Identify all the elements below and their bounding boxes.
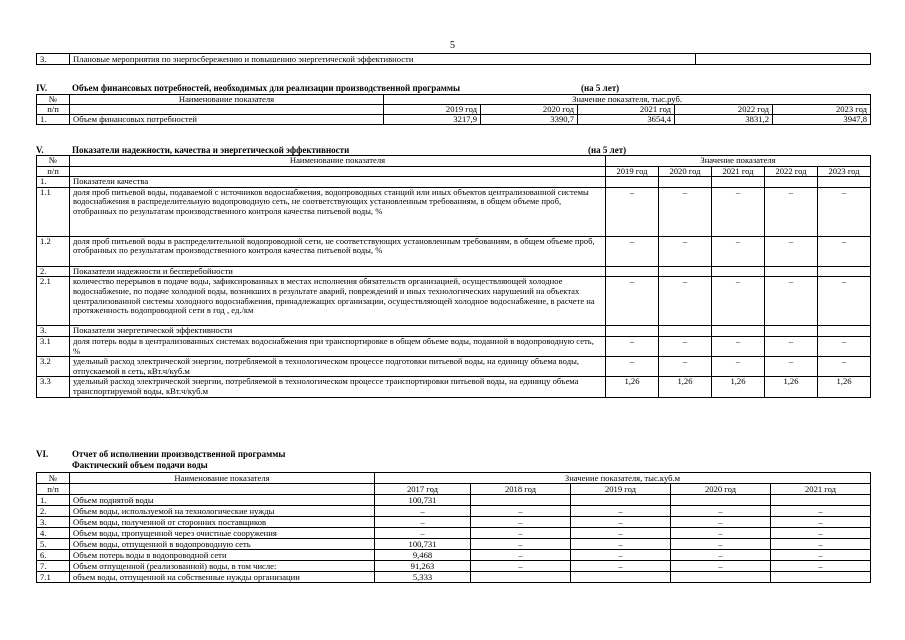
row-number: 1.1 — [37, 187, 70, 236]
row-value: – — [571, 561, 671, 572]
row-value: – — [571, 550, 671, 561]
row-value: – — [818, 277, 871, 326]
row-value: – — [375, 506, 471, 517]
row-value: – — [375, 528, 471, 539]
row-value: – — [606, 336, 659, 356]
row-name: Показатели надежности и бесперебойности — [70, 266, 606, 277]
row-value: – — [671, 517, 771, 528]
row-value: – — [818, 187, 871, 236]
row-number: 2. — [37, 266, 70, 277]
row-number: 3. — [37, 54, 70, 65]
row-value: – — [659, 236, 712, 266]
row-value: 1,26 — [659, 377, 712, 397]
row-value: – — [671, 506, 771, 517]
row-value: 100,731 — [375, 539, 471, 550]
row-value: – — [671, 550, 771, 561]
row-name: Объем отпущенной (реализованной) воды, в том числе: — [70, 561, 375, 572]
row-number: 1. — [37, 177, 70, 188]
row-value: – — [765, 336, 818, 356]
row-value: – — [771, 561, 871, 572]
row-value: 1,26 — [765, 377, 818, 397]
row-value: – — [712, 277, 765, 326]
header-year: 2019 год — [571, 484, 671, 495]
table-row — [37, 517, 871, 528]
row-value: – — [712, 236, 765, 266]
row-value: – — [375, 517, 471, 528]
row-number: 7. — [37, 561, 70, 572]
row-value: – — [765, 357, 818, 377]
table-row — [37, 377, 871, 397]
row-value: 5,333 — [375, 572, 471, 583]
financial-needs-table — [36, 94, 871, 125]
row-name: доля проб питьевой воды в распределительной водопроводной сети, не соответствующих установленным требованиям, в общем объеме проб, отобранных по результатам производственного контроля качества питьевой воды, % — [70, 236, 606, 266]
header-year: 2017 год — [375, 484, 471, 495]
header-year: 2018 год — [471, 484, 571, 495]
row-value: – — [712, 336, 765, 356]
table-row — [37, 54, 871, 65]
row-value: – — [765, 277, 818, 326]
table-row — [37, 357, 871, 377]
row-name: удельный расход электрической энергии, потребляемой в технологическом процессе подготовки питьевой воды, на единицу объема воды, отпускаемой в сеть, кВт.ч/куб.м — [70, 357, 606, 377]
row-value: – — [659, 357, 712, 377]
page-number: 5 — [450, 40, 455, 51]
row-value: – — [771, 550, 871, 561]
row-value: 100,731 — [375, 495, 471, 506]
row-number: 7.1 — [37, 572, 70, 583]
section-note: (на 5 лет) — [581, 83, 620, 93]
row-number: 3. — [37, 517, 70, 528]
row-value: – — [571, 539, 671, 550]
table-row — [37, 506, 871, 517]
row-name: объем воды, отпущенной на собственные нужды организации — [70, 572, 375, 583]
row-value — [571, 495, 671, 506]
table-header-row — [37, 473, 871, 484]
row-value: – — [571, 517, 671, 528]
row-value: – — [818, 236, 871, 266]
table-row — [37, 495, 871, 506]
row-number: 3. — [37, 326, 70, 337]
row-value: – — [471, 550, 571, 561]
row-value: 9,468 — [375, 550, 471, 561]
header-num2: п/п — [37, 105, 70, 115]
header-num: № — [37, 95, 70, 105]
table-row — [37, 277, 871, 326]
header-year: 2021 год — [578, 105, 675, 115]
section-title: Показатели надежности, качества и энергетической эффективности — [72, 145, 350, 155]
row-value: 91,263 — [375, 561, 471, 572]
reliability-indicators-table — [36, 155, 871, 398]
row-value: – — [765, 187, 818, 236]
table-header-row — [37, 105, 871, 115]
row-value — [571, 572, 671, 583]
row-value: – — [659, 336, 712, 356]
header-num: № — [37, 156, 70, 167]
header-year: 2023 год — [773, 105, 871, 115]
section-number: V. — [36, 145, 44, 155]
row-number: 5. — [37, 539, 70, 550]
section-title: Объем финансовых потребностей, необходимых для реализации производственной программы — [72, 83, 461, 93]
row-value — [471, 495, 571, 506]
row-value: – — [771, 528, 871, 539]
header-year: 2020 год — [481, 105, 578, 115]
table-row — [37, 187, 871, 236]
row-number: 1. — [37, 115, 70, 125]
row-name: Объем воды, используемой на технологические нужды — [70, 506, 375, 517]
table-group-row — [37, 266, 871, 277]
table-group-row — [37, 177, 871, 188]
row-value: – — [659, 277, 712, 326]
row-name: удельный расход электрической энергии, потребляемой в технологическом процессе транспортировки питьевой воды, на единицу объема транспортируемой воды, кВт.ч/куб.м — [70, 377, 606, 397]
row-value: – — [671, 528, 771, 539]
table-header-row — [37, 95, 871, 105]
row-number: 1.2 — [37, 236, 70, 266]
row-value: 1,26 — [606, 377, 659, 397]
header-year: 2023 год — [818, 166, 871, 177]
table-group-row — [37, 326, 871, 337]
row-name: Объем воды, пропущенной через очистные сооружения — [70, 528, 375, 539]
section-subtitle: Фактический объем подачи воды — [72, 460, 208, 470]
section-note: (на 5 лет) — [588, 145, 627, 155]
row-value: – — [712, 357, 765, 377]
table-row — [37, 236, 871, 266]
table-header-row — [37, 484, 871, 495]
header-num: № — [37, 473, 70, 484]
row-value — [671, 572, 771, 583]
header-year: 2020 год — [671, 484, 771, 495]
row-value: – — [471, 561, 571, 572]
row-value: 3947,8 — [773, 115, 871, 125]
row-value: – — [712, 187, 765, 236]
row-number: 4. — [37, 528, 70, 539]
row-number: 3.2 — [37, 357, 70, 377]
row-value: – — [606, 277, 659, 326]
row-value: 1,26 — [712, 377, 765, 397]
row-name: Объем потерь воды в водопроводной сети — [70, 550, 375, 561]
row-value: – — [771, 506, 871, 517]
water-supply-report-table — [36, 472, 871, 583]
row-value — [671, 495, 771, 506]
row-value: 1,26 — [818, 377, 871, 397]
table-row — [37, 336, 871, 356]
row-name: доля потерь воды в централизованных системах водоснабжения при транспортировке в общем объеме воды, поданной в водопроводную сеть, % — [70, 336, 606, 356]
section-number: IV. — [36, 83, 48, 93]
table-header-row — [37, 166, 871, 177]
table-row — [37, 561, 871, 572]
row-name: Плановые мероприятия по энергосбережению и повышению энергетической эффективности — [70, 54, 696, 65]
header-num2: п/п — [37, 166, 70, 177]
row-value: – — [771, 539, 871, 550]
header-num2: п/п — [37, 484, 70, 495]
section3-table — [36, 53, 871, 65]
row-number: 2.1 — [37, 277, 70, 326]
table-row — [37, 528, 871, 539]
row-value — [771, 495, 871, 506]
row-name: Объем воды, отпущенной в водопроводную сеть — [70, 539, 375, 550]
row-number: 3.1 — [37, 336, 70, 356]
section-number: VI. — [36, 449, 49, 459]
row-value: – — [818, 336, 871, 356]
row-name: Показатели энергетической эффективности — [70, 326, 606, 337]
header-year: 2022 год — [765, 166, 818, 177]
header-name: Наименование показателя — [70, 156, 606, 167]
row-number: 1. — [37, 495, 70, 506]
row-name: Объем поднятой воды — [70, 495, 375, 506]
row-value: – — [471, 517, 571, 528]
row-name: количество перерывов в подаче воды, зафиксированных в местах исполнения обязательств организацией, осуществляющей холодное водоснабжение, по подаче холодной воды, возникших в результате аварий, повреждений и иных технологических нарушений на объектах централизованной системы холодного водоснабжения, принадлежащих организации, осуществляющей холодное водоснабжение, в расчете на протяженность водопроводной сети в год , ед./км — [70, 277, 606, 326]
header-value: Значение показателя, тыс.руб. — [384, 95, 871, 105]
table-row — [37, 572, 871, 583]
row-value — [696, 54, 871, 65]
header-value: Значение показателя, тыс.куб.м — [375, 473, 871, 484]
section-title: Отчет об исполнении производственной программы — [72, 449, 286, 459]
row-value: 3390,7 — [481, 115, 578, 125]
header-year: 2022 год — [675, 105, 773, 115]
row-value: – — [818, 357, 871, 377]
row-value: – — [471, 506, 571, 517]
table-header-row — [37, 156, 871, 167]
section6-heading — [36, 449, 870, 471]
header-year: 2021 год — [771, 484, 871, 495]
header-year: 2019 год — [384, 105, 481, 115]
header-name: Наименование показателя — [70, 95, 384, 105]
row-value: – — [471, 539, 571, 550]
row-value: 3831,2 — [675, 115, 773, 125]
row-value: 3654,4 — [578, 115, 675, 125]
header-name: Наименование показателя — [70, 473, 375, 484]
header-year: 2021 год — [712, 166, 765, 177]
row-value: – — [571, 506, 671, 517]
header-year: 2019 год — [606, 166, 659, 177]
row-value: – — [671, 561, 771, 572]
row-name: Объем воды, полученной от сторонних поставщиков — [70, 517, 375, 528]
row-number: 6. — [37, 550, 70, 561]
row-value: 3217,9 — [384, 115, 481, 125]
row-value: – — [471, 528, 571, 539]
row-number: 2. — [37, 506, 70, 517]
row-value: – — [606, 357, 659, 377]
table-row — [37, 550, 871, 561]
row-name: доля проб питьевой воды, подаваемой с источников водоснабжения, водопроводных станций или иных объектов централизованной системы водоснабжения в распределительную водопроводную сеть, не соответствующих установленным требованиям, в общем объеме проб, отобранных по результатам производственного контроля качества питьевой воды, % — [70, 187, 606, 236]
row-value: – — [659, 187, 712, 236]
row-value — [471, 572, 571, 583]
row-number: 3.3 — [37, 377, 70, 397]
row-value: – — [771, 517, 871, 528]
row-name: Показатели качества — [70, 177, 606, 188]
row-value — [771, 572, 871, 583]
header-year: 2020 год — [659, 166, 712, 177]
row-value: – — [765, 236, 818, 266]
row-value: – — [571, 528, 671, 539]
row-name: Объем финансовых потребностей — [70, 115, 384, 125]
row-value: – — [671, 539, 771, 550]
header-value: Значение показателя — [606, 156, 871, 167]
row-value: – — [606, 187, 659, 236]
table-row — [37, 539, 871, 550]
table-row — [37, 115, 871, 125]
row-value: – — [606, 236, 659, 266]
